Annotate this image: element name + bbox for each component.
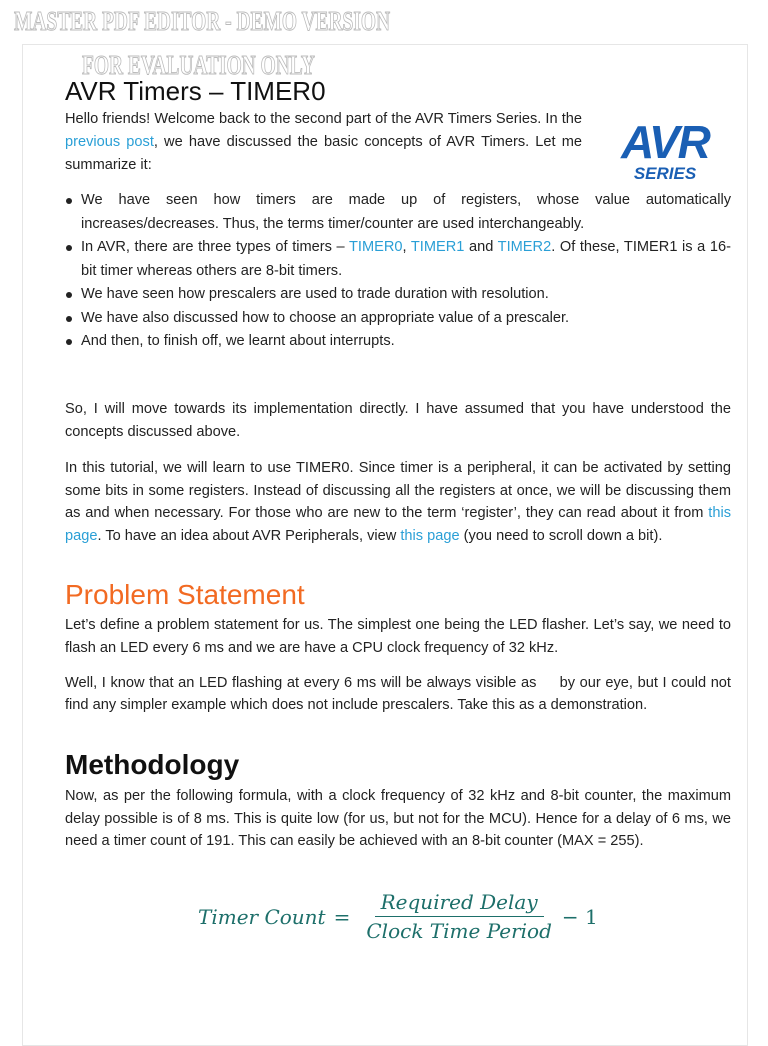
this-page-link-2[interactable]: this page (400, 527, 460, 544)
problem-statement-heading: Problem Statement (65, 579, 305, 610)
implementation-paragraph: So, I will move towards its implementation directly. I have assumed that you have understood the concepts discussed above. (65, 401, 731, 440)
intro-paragraph: Hello friends! Welcome back to the second part of the AVR Timers Series. In the previous post, we have discussed the basic concepts of AVR Timers. Let me summarize it: (65, 111, 582, 173)
formula-lhs: Timer Count (198, 904, 326, 929)
avr-series-logo: AVR SERIES (621, 116, 709, 183)
timer0-link[interactable]: TIMER0 (348, 239, 403, 255)
formula-tail: − 1 (561, 904, 598, 929)
problem-paragraph-1: Let’s define a problem statement for us. The simplest one being the LED flasher. Let’s say, we need to flash an LED every 6 ms and we are have a CPU clock frequency of 32 kHz. (65, 617, 731, 656)
tutorial-paragraph: In this tutorial, we will learn to use TIMER0. Since timer is a peripheral, it can be activated by setting some bits in some registers. Instead of discussing all the registers at once, we will be discussing them as and when necessary. For those who are new to the term ‘register’, they can read about it from this page. To have an idea about AVR Peripherals, view this page (you need to scroll down a bit). (65, 460, 731, 544)
timer1-link[interactable]: TIMER1 (410, 239, 465, 255)
list-item: And then, to finish off, we learnt about interrupts. (66, 330, 731, 354)
formula-equals: = (333, 904, 351, 929)
formula-denominator: Clock Time Period (366, 919, 552, 943)
list-item: We have also discussed how to choose an appropriate value of a prescaler. (66, 307, 731, 331)
list-item: We have seen how timers are made up of registers, whose value automatically increases/decreases. Thus, the terms timer/counter are used interchangeably. (66, 189, 731, 236)
formula-fraction (360, 890, 558, 943)
formula-numerator: Required Delay (375, 890, 544, 917)
this-page-link-1[interactable]: this page (65, 505, 731, 544)
methodology-heading: Methodology (65, 749, 240, 780)
timer-count-formula (198, 890, 598, 943)
problem-paragraph-2: Well, I know that an LED flashing at every 6 ms will be always visible as by our eye, but I could not find any simpler example which does not include prescalers. Take this as a demonstration. (65, 675, 731, 713)
watermark-line2: FOR EVALUATION ONLY (82, 50, 315, 80)
methodology-paragraph: Now, as per the following formula, with a clock frequency of 32 kHz and 8-bit counter, the maximum delay possible is of 8 ms. This is quite low (for us, but not for the MCU). Hence for a delay of 6 ms, we need a timer count of 191. This can easily be achieved with an 8-bit counter (MAX = 255). (65, 788, 731, 849)
summary-list (66, 189, 731, 354)
timer2-link[interactable]: TIMER2 (497, 239, 552, 255)
watermark-line1: MASTER PDF EDITOR - DEMO VERSION (14, 6, 391, 36)
list-item: In AVR, there are three types of timers – TIMER0, TIMER1 and TIMER2. Of these, TIMER1 is a 16-bit timer whereas others are 8-bit timers. (66, 236, 731, 283)
previous-post-link[interactable]: previous post (65, 134, 154, 150)
list-item: We have seen how prescalers are used to trade duration with resolution. (66, 283, 731, 307)
page-title: AVR Timers – TIMER0 (65, 76, 326, 106)
